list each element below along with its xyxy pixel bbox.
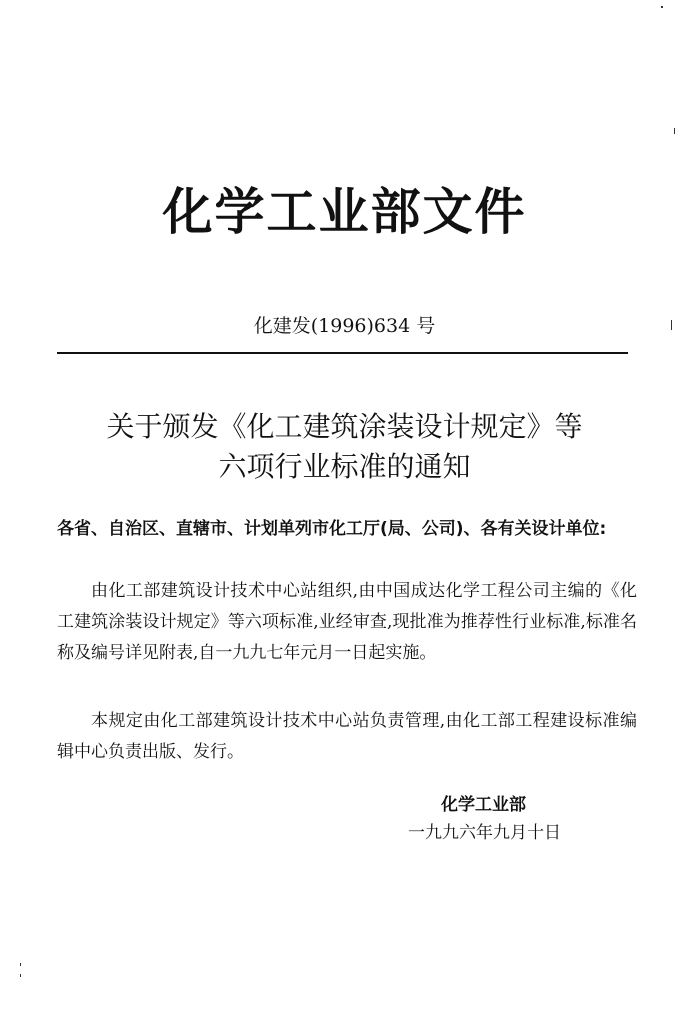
header-divider (57, 352, 628, 354)
body-paragraph-2: 本规定由化工部建筑设计技术中心站负责管理,由化工部工程建设标准编辑中心负责出版、发行。 (57, 711, 637, 762)
issuer-signature: 化学工业部 (441, 795, 526, 815)
notice-title-line-2: 六项行业标准的通知 (218, 450, 471, 483)
document-number: 化建发(1996)634 号 (253, 315, 436, 337)
document-header-title: 化学工业部文件 (162, 183, 527, 241)
notice-title-line-1: 关于颁发《化工建筑涂装设计规定》等 (106, 410, 583, 443)
notice-title (0, 407, 689, 487)
body-paragraph-1: 由化工部建筑设计技术中心站组织,由中国成达化学工程公司主编的《化工建筑涂装设计规定》等六项标准,业经审查,现批准为推荐性行业标准,标准名称及编号详见附表,自一九九七年元月一日起实施。 (57, 581, 637, 663)
salutation: 各省、自治区、直辖市、计划单列市化工厅(局、公司)、各有关设计单位: (57, 519, 607, 539)
issue-date: 一九九六年九月十日 (408, 823, 561, 843)
